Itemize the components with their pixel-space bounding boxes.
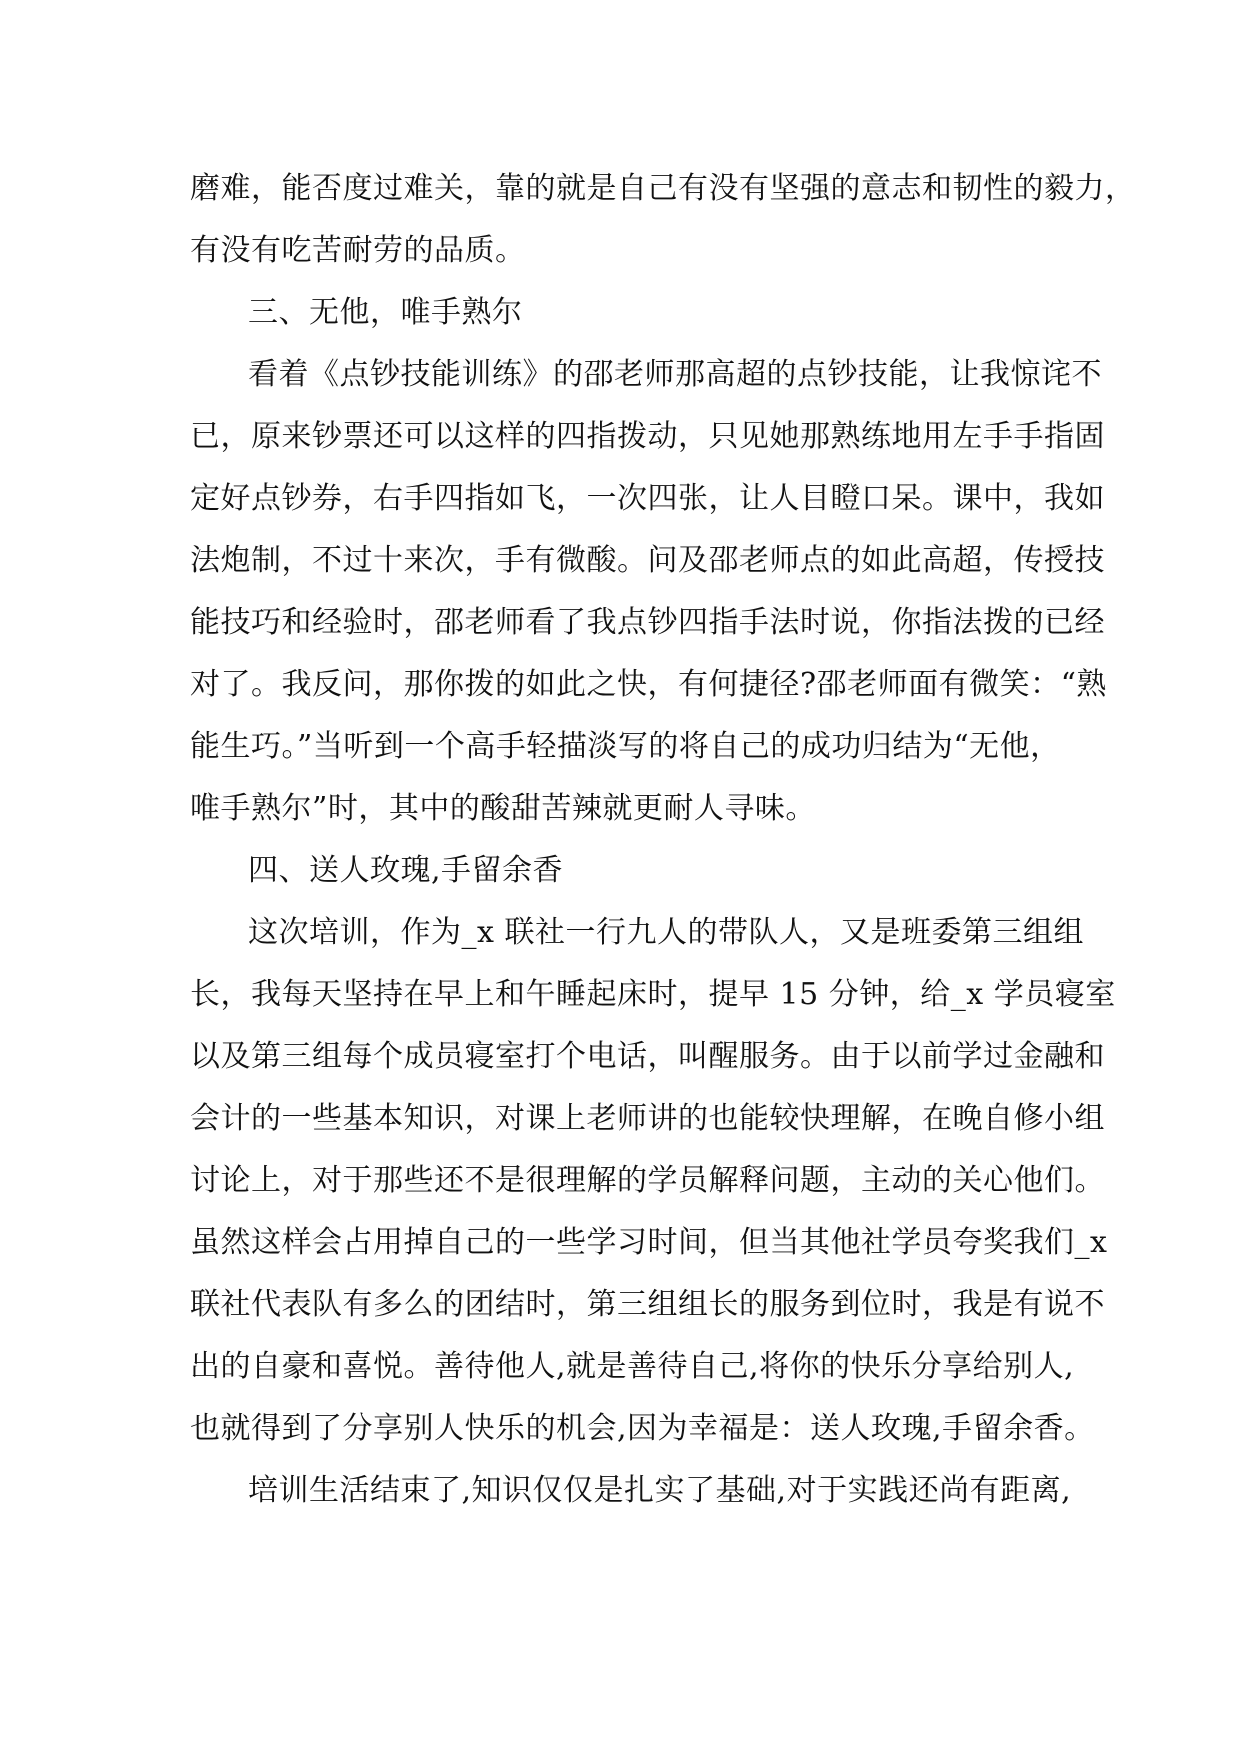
text-line: 对了。我反问，那你拨的如此之快，有何捷径?邵老师面有微笑：“熟 [190,667,1107,702]
text-line: 看着《点钞技能训练》的邵老师那高超的点钞技能，让我惊诧不 [248,357,1102,392]
text-line: 能技巧和经验时，邵老师看了我点钞四指手法时说，你指法拨的已经 [190,605,1105,640]
text-line: 出的自豪和喜悦。善待他人,就是善待自己,将你的快乐分享给别人, [190,1349,1075,1384]
text-line: 唯手熟尔”时，其中的酸甜苦辣就更耐人寻味。 [190,791,816,826]
text-line: 虽然这样会占用掉自己的一些学习时间，但当其他社学员夸奖我们_x [190,1225,1108,1260]
text-line: 讨论上，对于那些还不是很理解的学员解释问题，主动的关心他们。 [190,1163,1105,1198]
text-line: 能生巧。”当听到一个高手轻描淡写的将自己的成功归结为“无他， [190,729,1061,764]
text-line: 定好点钞券，右手四指如飞，一次四张，让人目瞪口呆。课中，我如 [190,481,1105,516]
text-line: 会计的一些基本知识，对课上老师讲的也能较快理解，在晚自修小组 [190,1101,1105,1136]
text-line: 这次培训，作为_x 联社一行九人的带队人，又是班委第三组组 [248,915,1084,950]
text-line: 联社代表队有多么的团结时，第三组组长的服务到位时，我是有说不 [190,1287,1105,1322]
section-heading: 三、无他，唯手熟尔 [248,295,523,330]
text-line: 法炮制，不过十来次，手有微酸。问及邵老师点的如此高超，传授技 [190,543,1105,578]
section-heading: 四、送人玫瑰,手留余香 [248,853,564,888]
text-line: 磨难，能否度过难关，靠的就是自己有没有坚强的意志和韧性的毅力， [190,171,1136,206]
text-line: 已，原来钞票还可以这样的四指拨动，只见她那熟练地用左手手指固 [190,419,1105,454]
text-line: 有没有吃苦耐劳的品质。 [190,233,526,268]
text-line: 长，我每天坚持在早上和午睡起床时，提早 15 分钟，给_x 学员寝室 [190,977,1116,1012]
text-line: 也就得到了分享别人快乐的机会,因为幸福是：送人玫瑰,手留余香。 [190,1411,1095,1446]
text-line: 培训生活结束了,知识仅仅是扎实了基础,对于实践还尚有距离, [248,1473,1072,1508]
text-line: 以及第三组每个成员寝室打个电话，叫醒服务。由于以前学过金融和 [190,1039,1105,1074]
